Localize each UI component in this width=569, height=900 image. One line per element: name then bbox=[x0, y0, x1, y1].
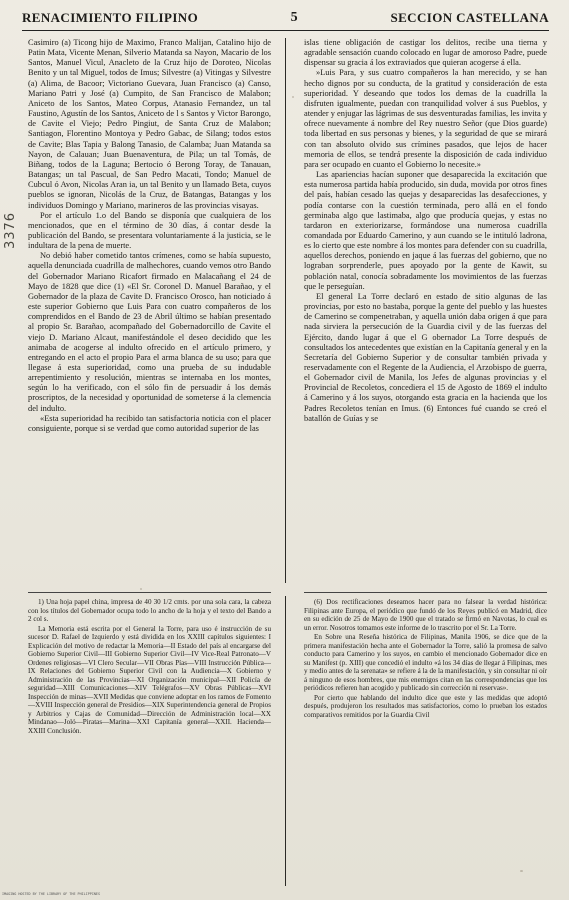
paper-speck bbox=[520, 870, 523, 872]
page-header bbox=[22, 6, 549, 30]
footnote: 1) Una hoja papel china, impresa de 40 30 1/2 cmts. por una sola cara, la cabeza con los títulos del Gobernador ocupa todo lo ancho de la hoja y el texto del Bando a 2 col s. bbox=[28, 598, 271, 623]
paragraph: »Luis Para, y sus cuatro compañeros la han merecido, y se han hecho dignos por su conducta, de la gratitud y consideración de esta superioridad. Y deseando que todos los demas de la cuadrilla la disfruten igualmente, puedan con tranquilidad volver á sus Pueblos, y atender y enjugar las lágrimas de sus desventuradas familias, les invita y ofrece nuevamente á nombre del Rey nuestro Señor (que Dios guarde) toda libertad en sus personas y bienes, y la seguridad de que se mirará con tan absoluto olvido sus crímines pasados, que lejos de hacer memoria de ellos, se tendrá presente la disposición de cada individuo para ser ocupado en cuanto el Gobierno lo necesite.» bbox=[304, 68, 547, 169]
footnote: La Memoria está escrita por el General la Torre, para uso é instrucción de su sucesor D. Rafael de Izquierdo y está dividida en los XXIII capítulos siguientes: I Explicación del motivo de redactar la Memoria—II Estado del país al encargarse del Gobierno Superior Civil—III Gobierno Superior Civil—IV Vice-Real Patronato—V Ordenes religiosas—VI Clero Secular—VII Obras Pías—VIII Instrucción Pública—IX Relaciones del Gobierno Superior Civil con la Audiencia—X Gobierno y Administración de las Provincias—XI Organización municipal—XII Policía de seguridad—XIII Comunicaciones—XIV Telégrafos—XV Obras Públicas—XVI Inspección de minas—XVII Medidas que conviene adoptar en los ramos de Fomento—XVIII Inspección general de Presidios—XIX Superintendencia general de Propios y Arbitrios y Cajas de Comunidad—Dirección de Administración local—XX Mindanao—Joló—Piratas—Marina—XXI Capitanía general—XXII. Hacienda—XXIII Conclusión. bbox=[28, 624, 271, 735]
header-rule bbox=[22, 30, 549, 31]
footnote: (6) Dos rectificaciones deseamos hacer para no falsear la verdad histórica: Filipinas ante Europa, el periódico que fundó de los Reyes publicó en Madrid, dice en su edición de 25 de Mayo de 1900 que el tratado se firmó en Navotas, lo cual es un error. Nosotros tomamos este informe de lo trascrito por el Sr. La Torre. bbox=[304, 598, 547, 632]
footnote-separator bbox=[28, 592, 271, 593]
scan-footer-tag: IMAGING HOSTED BY THE LIBRARY OF THE PHILIPPINES bbox=[2, 892, 100, 896]
footnote-separator bbox=[304, 592, 547, 593]
paragraph: No debió haber cometido tantos crímenes, como se había supuesto, aquella denunciada cuadrilla de malhechores, cuando vemos otro Bando del Gobernador Mariano Ricafort firmado en Malacañang el 24 de Mayo de 1828 que dice (1) «El Sr. Coronel D. Manuel Barañao, y el Gobernador de la plaza de Cavite D. Francisco Orosco, han noticiado á este superior Gobierno que Luis Para con cuatro compañeros de los comprendidos en el Bando de 23 de Abril último se habían presentado al propio Sr. Barañao, acompañado del Gobernadorcillo de Cavite el viejo D. Mariano Alcaut, manifestándole el deseo decidido que les animaba de acogerse al indulto ofrecido en el artículo primero, y entregando en el acto el propio Para el arma blanca de su uso; para que llegase á esta superioridad, como una prueba de su indudable arrepentimiento y resolución, mientras se internaba en los montes, según lo ha verificado, con el sólo fin de persuadir á los demás proscriptos, de la necesidad y oportunidad de someterse á la clemencia del indulto. bbox=[28, 251, 271, 413]
left-column bbox=[28, 38, 271, 434]
paper-speck bbox=[140, 588, 142, 590]
page-number: 5 bbox=[290, 10, 298, 25]
paper-speck bbox=[292, 96, 294, 98]
paragraph: Por el artículo 1.o del Bando se disponía que cualquiera de los mencionados, que en el término de 30 días, á contar desde la publicación del Bando, se presentara voluntariamente á la justicia, se le indultara de la pena de muerte. bbox=[28, 210, 271, 251]
paragraph: Las apariencias hacían suponer que desaparecida la excitación que esta numerosa partida había producido, sin duda, movida por otros fines del país, habían cesado las quejas y desaparecidas las desafecciones, y podía contarse con la cuestión terminada, pero allá en el fondo germinaba algo que lastimaba, algo que producía quejas, y estas no tardaron en exteriorizarse, formándose una numerosa cuadrilla comandada por Eduardo Camerino, y aun cuando se le intituló ladrona, es lo cierto que este nombre á los montes para defender con su cuadrilla, aquellos derechos, poniendo en jaque á las fuerzas del gobierno, que no lograban sorprenderle, pues apoyado por la gente de Kawit, su población natal, conocía sobradamente los movimientos de las fuerzas que le perseguían. bbox=[304, 170, 547, 291]
header-publication-title: RENACIMIENTO FILIPINO bbox=[22, 10, 199, 25]
header-section-title: SECCION CASTELLANA bbox=[390, 10, 549, 25]
footnote: Por cierto que hablando del indulto dice que este y las medidas que adoptó después, produjeron los resultados mas satisfactorios, como lo prueban los estados comparativos remitidos por la Guardia Civil bbox=[304, 693, 547, 719]
left-footnotes bbox=[28, 598, 271, 736]
handwritten-margin-note: 3376 bbox=[3, 211, 19, 249]
paragraph: Casimiro (a) Ticong hijo de Maximo, Franco Malijan, Catalino hijo de Patin Mata, Vicente Menan, Silverio Matanda sa Nayon, Macario de los Santos, Manuel Vicul, Anacleto de la Cruz hijo de Doroteo, Nicolas Benito y un tal Miguel, todos de Imus; Silvestre (a) Vitingas y Silvestre (a) Alima, de Bacoor; Victoriano Guevara, Juan Francisco (a) Canso, Mariano Patri y José (a) Cumpito, de San Francisco de Malabon; Aniceto de los Santos, Mateo Corpus, Atanasio Fernandez, un tal Faustino, Agustín de los Santos, Aniceto de l s Santos y Victor Barongo, de Cavite el Viejo; Pedro Pingiut, de Santa Cruz de Malabon; Santiagon, Florentino Montoya y Pedro Gabac, de Silang; todos estos de Cavite; Blas Tapia y Balong Tanasio, de Calamba; Juan Matanda sa Nayon, de Calauan; Juan Buenaventura, de Pila; un tal Tomás, de Biñang, todos de la Laguna; Bertocio ó Berong Toray, de Tanauan, Batangas; un tal Pascual, de San Pedro Macati, Tondo; Manuel de Cubcul ó Avon, Nicolas Aran ia, un tal Benito y un llamado Beta, cuyos pueblos se ignoran, Nicolás de la Cruz, de Batangas, Batangas y los individuos Domingo y Mariano, marineros de las provincias visayas. bbox=[28, 38, 271, 210]
paragraph: islas tiene obligación de castigar los delitos, recibe una tierna y agradable sensación cuando colocado en lugar de amoroso Padre, puede dispensar su gracia á los extraviados que quieran acogerse á ella. bbox=[304, 38, 547, 68]
footnote-column-divider bbox=[285, 596, 286, 886]
paragraph: «Esta superioridad ha recibido tan satisfactoria noticia con el placer consiguiente, porque si se verdad que como autoridad superior de las bbox=[28, 413, 271, 433]
right-footnotes bbox=[304, 598, 547, 720]
footnote: En Sobre una Reseña histórica de Filipinas, Manila 1906, se dice que de la primera manifestación hecha ante el Gobernador la Torre, salió la promesa de salvo conducto para Camerino y los suyos, en cambio el mencionado Gobernador dice en su Manifest (p. XIII) que concedió el indulto «á los 34 días de llegar á Filipinas, mes y medio antes de la serenata» se refiere á la de la manifestación, y sin consultar ni oír á ninguno de esos hombres, que mis enemigos citan en las correspondencias que los periódicos refieren han acogido y publicado sin corrección ni reservas». bbox=[304, 633, 547, 692]
right-column bbox=[304, 38, 547, 424]
paragraph: El general La Torre declaró en estado de sitio algunas de las provincias, por esto no bastaba, porque la gente del pueblo y las huestes de Camerino se compenetraban, y aquella unión daba origen á que para nada sirviera la persecución de la Guardia civil y de las fuerzas del Ejército, dando lugar á que el G obernador La Torre después de consultados los antecedentes que existían en la Capitanía general y en la Secretaría del Gobierno Superior y de consultar también privada y reservadamente con el Regente de la Audiencia, el Arzobispo de guerra, el Gobernador civil de Manila, los Jefes de algunas provincias y el Provincial de Recoletos, concediera el 15 de Agosto de 1869 el indulto á Camerino y á los suyos, otorgando esta gracia en la hacienda que los Padres Recoletos tenían en Imus. (6) Entonces fué cuando se creó el batallón de Guías y se bbox=[304, 291, 547, 423]
column-divider bbox=[285, 38, 286, 583]
